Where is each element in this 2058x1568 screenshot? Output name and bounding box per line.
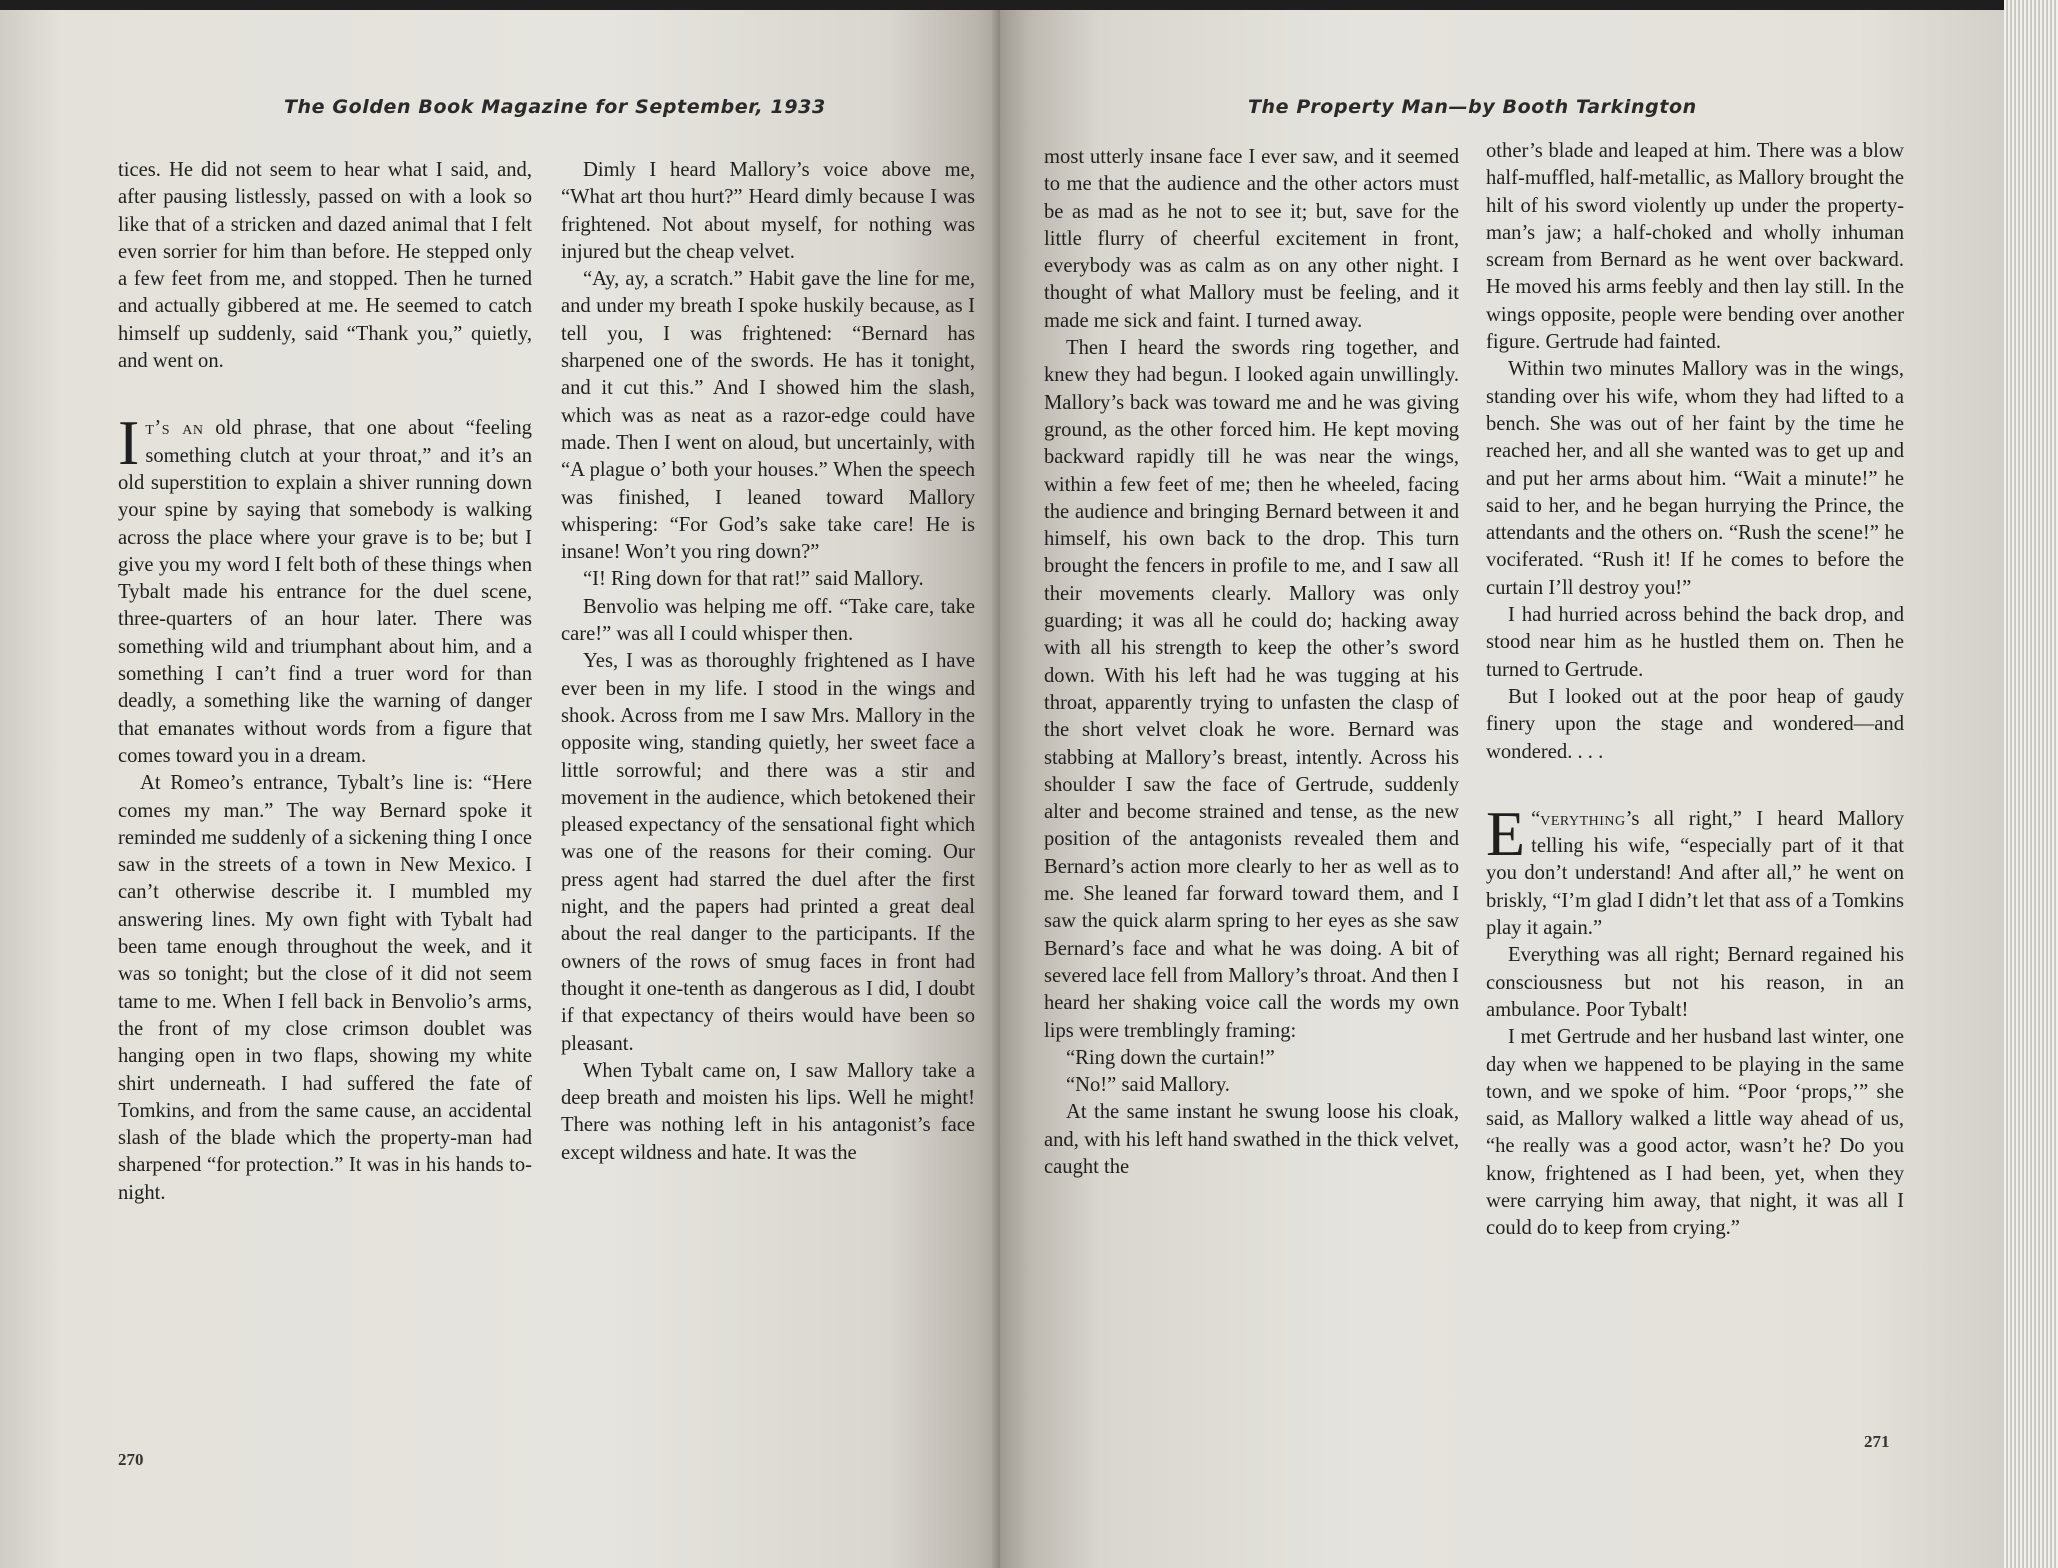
paragraph: tices. He did not seem to hear what I said, and, after pausing listlessly, passed on with a look so like that of a stricken and dazed animal that I felt even sorrier for him than before. He stepped only a few feet from me, and stopped. Then he turned and actually gibbered at me. He seemed to catch himself up suddenly, said “Thank you,” quietly, and went on. bbox=[118, 159, 532, 373]
paragraph: Everything was all right; Bernard regained his consciousness but not his reason, in an ambulance. Poor Tybalt! bbox=[1486, 944, 1904, 1021]
left-column-1 bbox=[118, 157, 532, 1207]
drop-cap: E bbox=[1486, 797, 1526, 869]
right-page-number: 271 bbox=[1864, 1432, 1890, 1451]
paragraph: Dimly I heard Mallory’s voice above me, “What art thou hurt?” Heard dimly because I was frightened. Not about myself, for nothing was injured but the cheap velvet. bbox=[561, 159, 975, 263]
right-column-2 bbox=[1486, 138, 1904, 1243]
paragraph: “I! Ring down for that rat!” said Mallory. bbox=[583, 568, 924, 591]
right-running-header: The Property Man—by Booth Tarkington bbox=[1248, 96, 1697, 118]
small-caps-lead: verything bbox=[1540, 807, 1626, 830]
paragraph: “Ay, ay, a scratch.” Habit gave the line for me, and under my breath I spoke huskily because, as I tell you, I was frightened: “Bernard has sharpened one of the swords. He has it tonight, and it cut this.” And I showed him the slash, which was as neat as a razor-edge could have made. Then I went on aloud, but uncertainly, with “A plague o’ both your houses.” When the speech was finished, I leaned toward Mallory whispering: “For God’s sake take care! He is insane! Won’t you ring down?” bbox=[561, 268, 975, 564]
paragraph: At Romeo’s entrance, Tybalt’s line is: “Here comes my man.” The way Bernard spoke it reminded me suddenly of a sickening thing I once saw in the streets of a town in New Mexico. I can’t otherwise describe it. I mumbled my answering lines. My own fight with Tybalt had been tame enough throughout the week, and it was so tonight; but the close of it did not seem tame to me. When I fell back in Benvolio’s arms, the front of my close crimson doublet was hanging open in two flaps, showing my white shirt underneath. I had suffered the fate of Tomkins, and from the same cause, an accidental slash of the blade which the property-man had sharpened “for protection.” It was in his hands to-night. bbox=[118, 772, 532, 1204]
left-column-2 bbox=[561, 157, 975, 1167]
right-column-1 bbox=[1044, 144, 1459, 1181]
paragraph: Benvolio was helping me off. “Take care, take care!” was all I could whisper then. bbox=[561, 595, 975, 646]
paragraph: other’s blade and leaped at him. There was a blow half-muffled, half-metallic, as Mallory brought the hilt of his sword violently up under the property-man’s jaw; a half-choked and wholly inhuman scream from Bernard as he went over backward. He moved his arms feebly and then lay still. In the wings opposite, people were bending over another figure. Gertrude had fainted. bbox=[1486, 140, 1904, 354]
open-quote: “ bbox=[1531, 807, 1541, 830]
paragraph: Then I heard the swords ring together, and knew they had begun. I looked again unwillingly. Mallory’s back was toward me and he was giving ground, as the other forced him. He kept moving backward rapidly till he was near the wings, within a few feet of me; then he wheeled, facing the audience and bringing Bernard between it and himself, his own back to the drop. This turn brought the fencers in profile to me, and I saw all their movements clearly. Mallory was only guarding; it was all he could do; hacking away with all his strength to keep the other’s sword down. With his left had he was tugging at his throat, apparently trying to unfasten the clasp of the short velvet cloak he wore. Bernard was stabbing at Mallory’s breast, intently. Across his shoulder I saw the face of Gertrude, suddenly alter and become strained and tense, as the new position of the antagonists revealed them and Bernard’s action more clearly to her as well as to me. She leaned far forward toward them, and I saw the quick alarm spring to her eyes as she saw Bernard’s face and what he was doing. A bit of severed lace fell from Mallory’s throat. And then I heard her shaking voice call the words my own lips were tremblingly framing: bbox=[1044, 337, 1459, 1042]
right-page bbox=[1000, 10, 2010, 1568]
paragraph: “Ring down the curtain!” bbox=[1066, 1046, 1275, 1069]
left-page-number: 270 bbox=[118, 1450, 144, 1469]
paragraph-dropcap bbox=[118, 407, 532, 770]
paragraph: At the same instant he swung loose his cloak, and, with his left hand swathed in the thick velvet, caught the bbox=[1044, 1101, 1459, 1178]
paragraph: When Tybalt came on, I saw Mallory take a deep breath and moisten his lips. Well he might! There was nothing left in his antagonist’s face except wildness and hate. It was the bbox=[561, 1059, 975, 1164]
left-running-header: The Golden Book Magazine for September, 1933 bbox=[284, 96, 826, 118]
drop-cap: I bbox=[118, 407, 140, 479]
page-edges bbox=[2004, 0, 2058, 1568]
paragraph-text: old phrase, that one about “feeling something clutch at your throat,” and it’s an old superstition to explain a shiver running down your spine by saying that somebody is walking across the place where your grave is to be; but I give you my word I felt both of these things when Tybalt made his entrance for the duel scene, three-quarters of an hour later. There was something wild and triumphant about him, and a something I can’t find a truer word for than deadly, a something like the warning of danger that emanates without words from a figure that comes toward you in a dream. bbox=[118, 417, 532, 767]
paragraph: Yes, I was as thoroughly frightened as I have ever been in my life. I stood in the wings and shook. Across from me I saw Mrs. Mallory in the opposite wing, standing quietly, her sweet face a little sorrowful; and there was a stir and movement in the audience, which betokened their pleased expectancy of the sensational fight which was one of the reasons for their coming. Our press agent had starred the duel after the first night, and the papers had printed a great deal about the real danger to the participants. If the owners of the rows of smug faces in front had thought it one-tenth as dangerous as I did, I doubt if that expectancy of theirs would have been so pleasant. bbox=[561, 650, 975, 1055]
paragraph-text: ’s all right,” I heard Mallory telling his wife, “especially part of it that you don’t understand! And after all,” he went on briskly, “I’m glad I didn’t let that ass of a Tomkins play it again.” bbox=[1486, 807, 1904, 940]
paragraph: Within two minutes Mallory was in the wings, standing over his wife, whom they had lifted to a bench. She was out of her faint by the time he reached her, and all she wanted was to get up and and put her arms about him. “Wait a minute!” he said to her, and he began hurrying the Prince, the attendants and the others on. “Rush the scene!” he vociferated. “Rush it! If he comes to before the curtain I’ll destroy you!” bbox=[1486, 358, 1904, 599]
paragraph-dropcap bbox=[1486, 797, 1904, 942]
paragraph: most utterly insane face I ever saw, and it seemed to me that the audience and the other actors must be as mad as he not to see it; but, save for the little flurry of cheerful excitement in front, everybody was as calm as on any other night. I thought of what Mallory must be feeling, and it made me sick and faint. I turned away. bbox=[1044, 146, 1459, 332]
paragraph: I met Gertrude and her husband last winter, one day when we happened to be playing in the same town, and we spoke of him. “Poor ‘props,’” she said, as Mallory walked a little way ahead of us, “he really was a good actor, wasn’t he? Do you know, frightened as I had been, yet, when they were carrying him away, that night, it was all I could do to keep from crying.” bbox=[1486, 1026, 1904, 1240]
left-page bbox=[0, 10, 1008, 1568]
paragraph: “No!” said Mallory. bbox=[1066, 1074, 1230, 1097]
paragraph: I had hurried across behind the back drop, and stood near him as he hustled them on. Then he turned to Gertrude. bbox=[1486, 604, 1904, 681]
paragraph: But I looked out at the poor heap of gaudy finery upon the stage and wondered—and wondered. . . . bbox=[1486, 685, 1904, 763]
small-caps-lead: t’s an bbox=[145, 417, 204, 440]
